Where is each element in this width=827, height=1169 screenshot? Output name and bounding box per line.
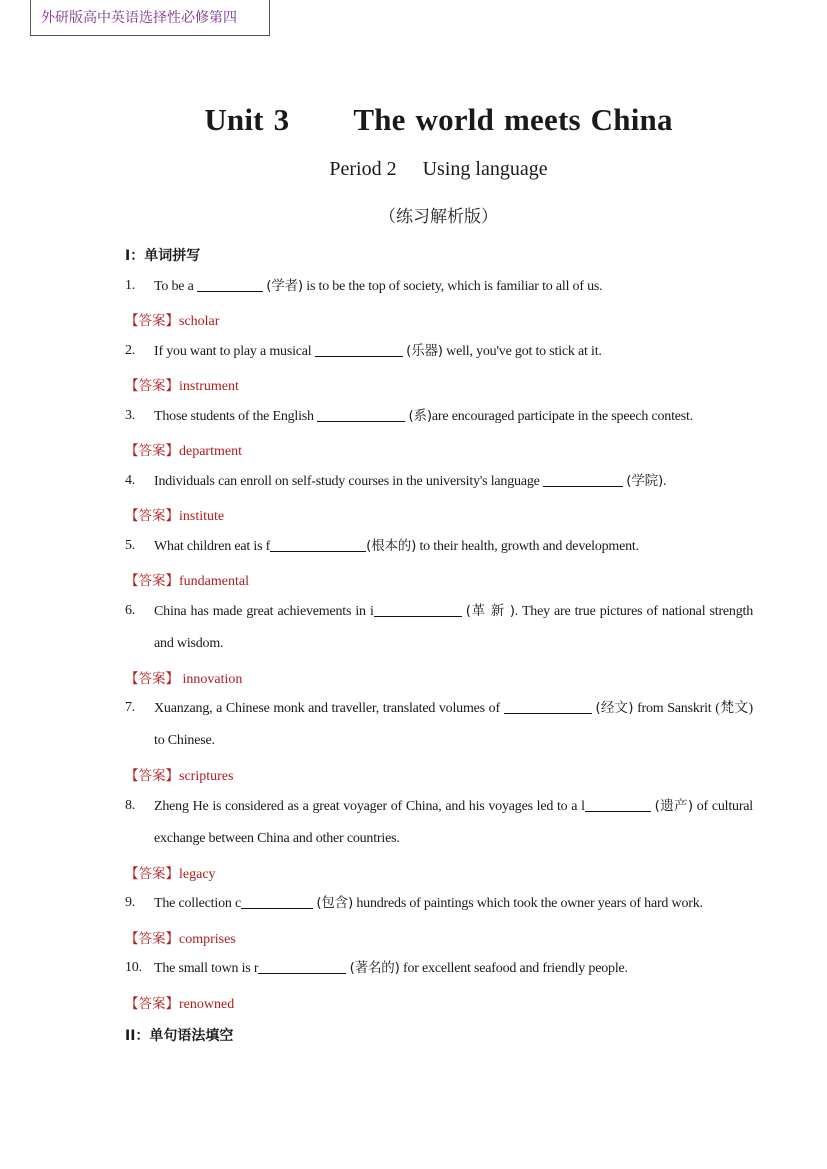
question-item	[125, 952, 753, 985]
answer-tag: 【答案】	[125, 931, 179, 947]
answer-line	[125, 439, 242, 460]
question-text-pre: The small town is	[154, 961, 251, 976]
question-item	[125, 692, 753, 757]
answer-tag: 【答案】	[125, 443, 179, 459]
answer-blank	[258, 959, 346, 974]
blank-prefix-letter: l	[581, 799, 585, 814]
answer-tag: 【答案】	[125, 996, 179, 1012]
answer-blank	[504, 699, 592, 714]
question-item	[125, 530, 753, 563]
answer-blank	[270, 537, 366, 552]
chinese-hint: (著名的)	[349, 960, 400, 976]
question-number: 2.	[125, 343, 136, 358]
answer-tag: 【答案】	[125, 866, 179, 882]
answer-value: comprises	[179, 932, 236, 947]
question-text-pre: What children eat is	[154, 539, 263, 554]
answer-value: institute	[179, 509, 225, 524]
answer-line	[125, 667, 242, 688]
chinese-hint: (经文)	[595, 700, 634, 716]
question-text-post: . They are true pictures of national strength and wisdom.	[154, 604, 754, 651]
question-text-pre: Those students of the English	[154, 409, 314, 424]
answer-blank	[241, 894, 313, 909]
question-item	[125, 595, 753, 660]
answer-value: legacy	[179, 867, 216, 882]
answer-value: fundamental	[179, 574, 249, 589]
blank-prefix-letter: f	[265, 539, 271, 554]
question-text-pre: The collection	[154, 896, 232, 911]
answer-line	[125, 309, 219, 330]
question-number: 3.	[125, 408, 136, 423]
answer-tag: 【答案】	[125, 671, 179, 687]
question-number: 8.	[125, 798, 136, 813]
question-text-pre: Xuanzang, a Chinese monk and traveller, translated volumes of	[154, 701, 500, 716]
answer-value: instrument	[179, 379, 239, 394]
unit-name: The world meets China	[353, 102, 673, 137]
question-number: 1.	[125, 278, 136, 293]
question-item	[125, 465, 753, 498]
answer-line	[125, 504, 224, 525]
question-item	[125, 270, 753, 303]
period-label: Period 2	[329, 158, 397, 180]
period-topic: Using language	[422, 158, 548, 180]
chinese-hint: (乐器)	[406, 343, 443, 359]
question-number: 4.	[125, 473, 136, 488]
answer-value: scholar	[179, 314, 220, 329]
question-number: 5.	[125, 538, 136, 553]
question-text-post: to their health, growth and development.	[416, 539, 639, 554]
answer-value: renowned	[179, 997, 235, 1012]
question-text-pre: China has made great achievements in	[154, 604, 366, 619]
question-item	[125, 887, 753, 920]
answer-line	[125, 927, 236, 948]
question-text-post: from Sanskrit (梵文) to Chinese.	[154, 701, 753, 748]
question-text-pre: To be a	[154, 279, 194, 294]
chinese-hint: (遗产)	[654, 798, 693, 814]
answer-tag: 【答案】	[125, 313, 179, 329]
chinese-hint: (系)	[408, 408, 432, 424]
answer-tag: 【答案】	[125, 378, 179, 394]
blank-prefix-letter: i	[369, 604, 374, 619]
answer-line	[125, 992, 234, 1013]
question-text-pre: Zheng He is considered as a great voyager of China, and his voyages led to a	[154, 799, 578, 814]
page-title	[0, 102, 827, 138]
answer-tag: 【答案】	[125, 508, 179, 524]
answer-blank	[543, 472, 623, 487]
question-text-post: is to be the top of society, which is familiar to all of us.	[302, 279, 603, 294]
header-tag: 外研版高中英语选择性必修第四	[30, 0, 270, 36]
section-title-vocabulary: I：单词拼写	[125, 248, 201, 264]
chinese-hint: (根本的)	[366, 538, 417, 554]
question-item	[125, 400, 753, 433]
question-item	[125, 790, 753, 855]
question-text-post: well, you've got to stick at it.	[442, 344, 602, 359]
answer-blank	[585, 797, 651, 812]
answer-value: department	[179, 444, 242, 459]
chinese-hint: (学院)	[626, 473, 664, 489]
blank-prefix-letter: r	[253, 961, 259, 976]
edition-label: （练习解析版）	[379, 207, 498, 227]
question-text-post: of cultural exchange between China and other countries.	[154, 799, 753, 846]
question-number: 7.	[125, 700, 136, 715]
section-title-grammar: II：单句语法填空	[125, 1028, 234, 1044]
answer-line	[125, 764, 233, 785]
question-number: 9.	[125, 895, 136, 910]
answer-blank	[374, 602, 462, 617]
answer-value: scriptures	[179, 769, 234, 784]
question-number: 10.	[125, 960, 142, 975]
chinese-hint: (学者)	[266, 278, 303, 294]
answer-line	[125, 862, 216, 883]
answer-tag: 【答案】	[125, 768, 179, 784]
question-text-post: hundreds of paintings which took the owner years of hard work.	[353, 896, 703, 911]
answer-value: innovation	[179, 672, 243, 687]
question-text-post: are encouraged participate in the speech contest.	[431, 409, 694, 424]
answer-blank	[197, 277, 263, 292]
chinese-hint: (革 新 )	[465, 603, 515, 619]
answer-line	[125, 374, 239, 395]
unit-label: Unit 3	[204, 102, 290, 137]
question-text-post: for excellent seafood and friendly people.	[399, 961, 628, 976]
answer-blank	[317, 407, 405, 422]
question-number: 6.	[125, 603, 136, 618]
answer-blank	[315, 342, 403, 357]
answer-tag: 【答案】	[125, 573, 179, 589]
question-text-pre: Individuals can enroll on self-study courses in the university's language	[154, 474, 540, 489]
page-subtitle	[0, 158, 827, 181]
question-item	[125, 335, 753, 368]
chinese-hint: (包含)	[316, 895, 354, 911]
question-text-post: .	[663, 474, 667, 489]
question-text-pre: If you want to play a musical	[154, 344, 312, 359]
blank-prefix-letter: c	[234, 896, 241, 911]
answer-line	[125, 569, 249, 590]
